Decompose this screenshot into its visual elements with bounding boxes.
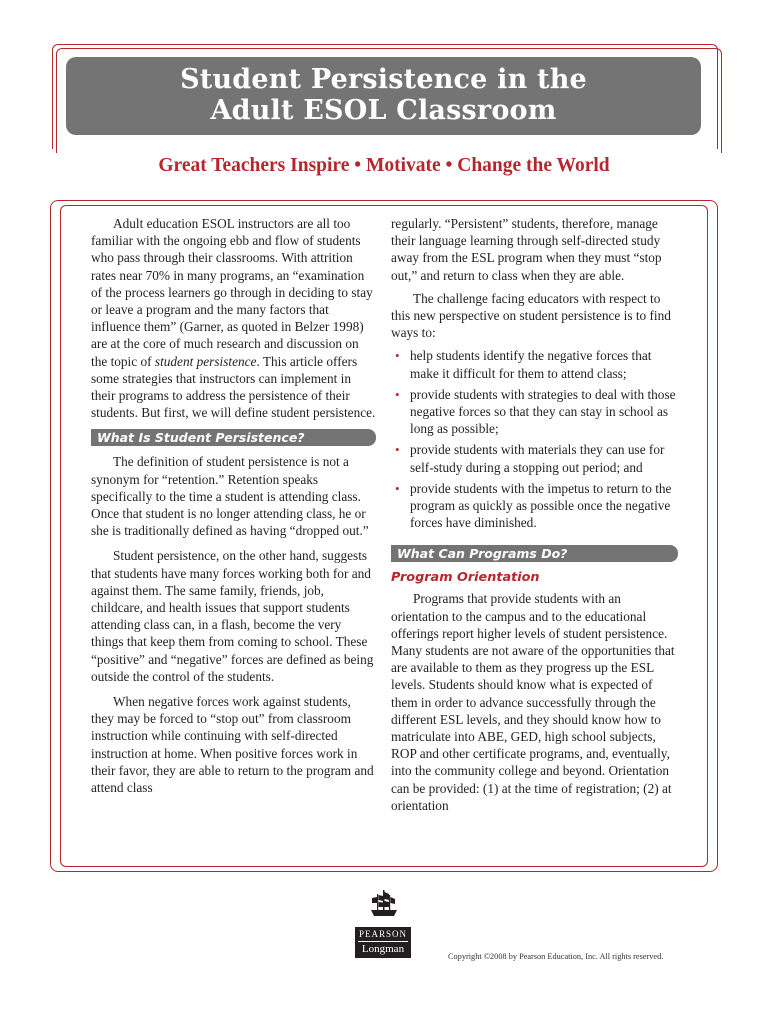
subheading-orientation: Program Orientation	[391, 570, 540, 586]
left-column	[91, 215, 376, 804]
pearson-longman-logo	[355, 888, 413, 958]
list-item: • provide students with strategies to deal with those negative forces so that they can stay in school as long as possible;	[395, 386, 676, 437]
paragraph-regularly: regularly. “Persistent” students, therefore, manage their language learning through self-directed study away from the ESL program when they must “stop out,” and return to class when they are able.	[391, 216, 662, 283]
title-banner	[66, 57, 701, 135]
paragraph-stop-out: When negative forces work against students, they may be forced to “stop out” from classroom instruction while continuing with self-directed instruction at home. When positive forces work in their favor, they are able to return to the program and attend class	[91, 694, 374, 796]
tagline: Great Teachers Inspire • Motivate • Change the World	[158, 155, 610, 176]
title-line-1: Student Persistence in the	[180, 64, 587, 95]
copyright-notice: Copyright ©2008 by Pearson Education, Inc. All rights reserved.	[448, 952, 664, 961]
bullet-icon: •	[395, 442, 400, 458]
ship-icon	[369, 888, 399, 918]
section-heading-programs: What Can Programs Do?	[391, 545, 678, 562]
paragraph-definition: The definition of student persistence is not a synonym for “retention.” Retention speaks specifically to the time a student is attending class. Once that student is no longer attending class, he or she is traditionally defined as having “dropped out.”	[91, 454, 369, 539]
paragraph-challenge: The challenge facing educators with respect to this new perspective on student persistence is to find ways to:	[391, 290, 671, 341]
bullet-list	[391, 347, 678, 531]
right-column	[391, 215, 678, 822]
logo-wordmark	[355, 927, 411, 958]
list-item: • provide students with materials they can use for self-study during a stopping out period; and	[395, 442, 665, 475]
title-line-2: Adult ESOL Classroom	[210, 95, 557, 126]
paragraph-orientation: Programs that provide students with an orientation to the campus and to the educational offerings report higher levels of student persistence. Many students are not aware of the opportunities that are available to them as they progress up the ESL levels. Students should know what is expected of them in order to advance successfully through the different ESL levels, and they should know how to matriculate into ABE, GED, high school subjects, ROP and other certificate programs, and, eventually, into the community college and beyond. Orientation can be provided: (1) at the time of registration; (2) at orientation	[391, 591, 675, 813]
bullet-icon: •	[395, 480, 400, 496]
paragraph-forces: Student persistence, on the other hand, suggests that students have many forces working both for and against them. The same family, friends, job, childcare, and health issues that support students attending class can, in a flash, become the very things that keep them from coming to school. These “positive” and “negative” forces are defined as being outside the control of the students.	[91, 548, 374, 684]
list-item: • provide students with the impetus to return to the program as quickly as possible once the negative forces have diminished.	[395, 480, 672, 531]
bullet-icon: •	[395, 386, 400, 402]
logo-longman: Longman	[358, 941, 408, 955]
section-heading-persistence: What Is Student Persistence?	[91, 429, 376, 446]
logo-pearson: PEARSON	[358, 929, 407, 939]
bullet-icon: •	[395, 348, 400, 364]
intro-text-1: Adult education ESOL instructors are all too familiar with the ongoing ebb and flow of students who pass through their classrooms. With attrition rates near 70% in many programs, an “examination of the process learners go through in deciding to stay or leave a program and the many factors that influence them” (Garner, as quoted in Belzer 1998) are at the core of much research and discussion on the topic of	[91, 216, 373, 369]
intro-emphasis: student persistence	[154, 353, 257, 369]
intro-text-2: . This article offers some strategies that instructors can implement in their programs to address the persistence of their students. But first, we will define student persistence.	[91, 353, 376, 421]
intro-paragraph	[91, 215, 376, 421]
list-item: • help students identify the negative forces that make it difficult for them to attend class;	[395, 348, 652, 381]
